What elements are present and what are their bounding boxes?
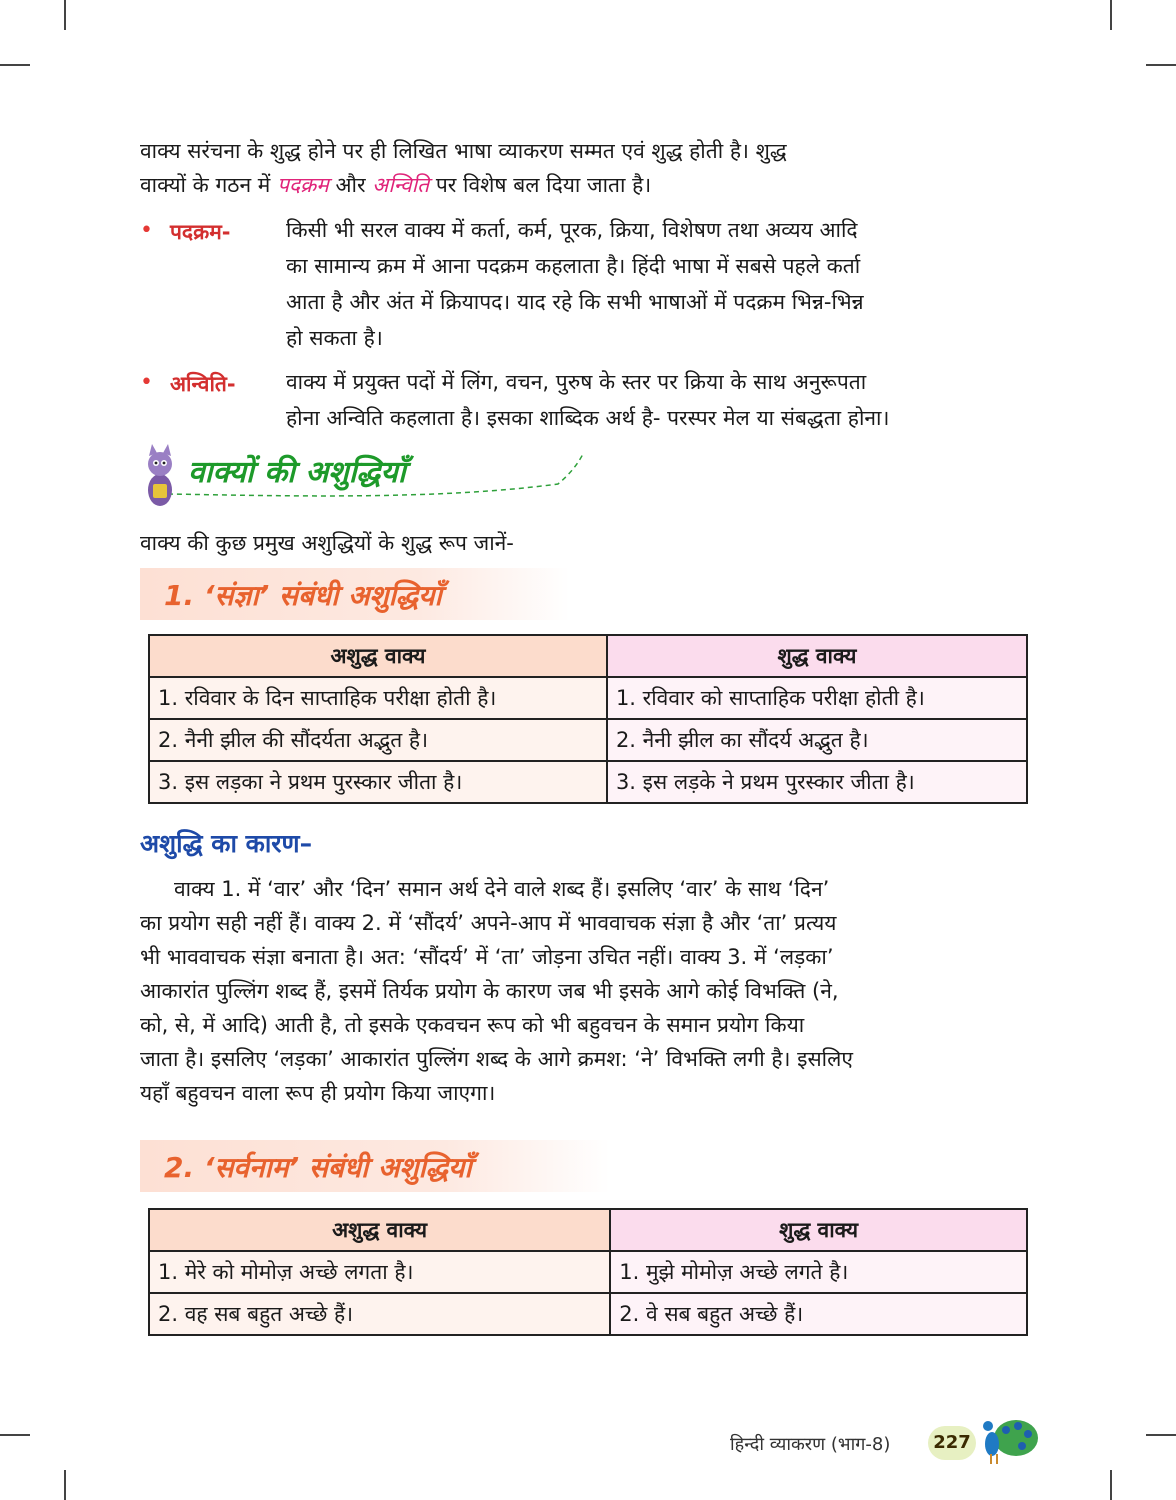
highlight-term-anviti: अन्विति xyxy=(372,173,430,197)
table-cell: 1. मुझे मोमोज़ अच्छे लगते है। xyxy=(610,1251,1027,1293)
section-title: 1. ‘संज्ञा’ संबंधी अशुद्धियाँ xyxy=(164,579,442,612)
bullet-icon: • xyxy=(140,218,153,243)
intro-line-1: वाक्य सरंचना के शुद्ध होने पर ही लिखित भाषा व्याकरण सम्मत एवं शुद्ध होती है। शुद्ध xyxy=(140,139,787,163)
table-cell: 1. मेरे को मोमोज़ अच्छे लगता है। xyxy=(149,1251,610,1293)
column-header: शुद्ध वाक्य xyxy=(607,635,1027,677)
banner-title: वाक्यों की अशुद्धियाँ xyxy=(188,455,406,490)
table-row xyxy=(149,1293,1027,1335)
definition-text: वाक्य में प्रयुक्त पदों में लिंग, वचन, पुरुष के स्तर पर क्रिया के साथ अनुरूपता होना अन्विति कहलाता है। इसका शाब्दिक अर्थ है- परस्पर मेल या संबद्धता होना। xyxy=(286,370,890,430)
highlight-term-padkram: पदक्रम xyxy=(277,173,329,197)
crop-mark xyxy=(64,1470,66,1500)
errors-table-noun xyxy=(148,634,1028,804)
cat-mascot-icon xyxy=(140,444,180,508)
intro-line-2: वाक्यों के गठन में पदक्रम और अन्विति पर विशेष बल दिया जाता है। xyxy=(140,173,652,197)
table-cell: 2. वे सब बहुत अच्छे हैं। xyxy=(610,1293,1027,1335)
peacock-icon xyxy=(976,1406,1040,1466)
section-banner xyxy=(140,1140,610,1192)
table-cell: 2. वह सब बहुत अच्छे हैं। xyxy=(149,1293,610,1335)
table-row xyxy=(149,761,1027,803)
column-header: अशुद्ध वाक्य xyxy=(149,635,607,677)
crop-mark xyxy=(1146,1434,1176,1436)
page-number: 227 xyxy=(928,1426,976,1460)
table-row xyxy=(149,1251,1027,1293)
column-header: शुद्ध वाक्य xyxy=(610,1209,1027,1251)
definition-text: किसी भी सरल वाक्य में कर्ता, कर्म, पूरक, क्रिया, विशेषण तथा अव्यय आदि का सामान्य क्रम में आना पदक्रम कहलाता है। हिंदी भाषा में सबसे पहले कर्ता आता है और अंत में क्रियापद। याद रहे कि सभी भाषाओं में पदक्रम भिन्न-भिन्न हो सकता है। xyxy=(286,218,864,350)
crop-mark xyxy=(64,0,66,30)
book-title: हिन्दी व्याकरण (भाग-8) xyxy=(730,1434,891,1455)
column-header: अशुद्ध वाक्य xyxy=(149,1209,610,1251)
reason-heading: अशुद्धि का कारण– xyxy=(140,829,313,858)
crop-mark xyxy=(1146,64,1176,66)
table-cell: 1. रविवार को साप्ताहिक परीक्षा होती है। xyxy=(607,677,1027,719)
bullet-icon: • xyxy=(140,370,153,395)
table-cell: 2. नैनी झील की सौंदर्यता अद्भुत है। xyxy=(149,719,607,761)
table-cell: 2. नैनी झील का सौंदर्य अद्भुत है। xyxy=(607,719,1027,761)
table-cell: 1. रविवार के दिन साप्ताहिक परीक्षा होती है। xyxy=(149,677,607,719)
crop-mark xyxy=(1110,1470,1112,1500)
reason-paragraph: वाक्य 1. में ‘वार’ और ‘दिन’ समान अर्थ देने वाले शब्द हैं। इसलिए ‘वार’ के साथ ‘दिन’ का प्रयोग सही नहीं हैं। वाक्य 2. में ‘सौंदर्य’ अपने-आप में भाववाचक संज्ञा है और ‘ता’ प्रत्यय भी भाववाचक संज्ञा बनाता है। अत: ‘सौंदर्य’ में ‘ता’ जोड़ना उचित नहीं। वाक्य 3. में ‘लड़का’ आकारांत पुल्लिंग शब्द हैं, इसमें तिर्यक प्रयोग के कारण जब भी इसके आगे कोई विभक्ति (ने, को, से, में आदि) आती है, तो इसके एकवचन रूप को भी बहुवचन के समान प्रयोग किया जाता है। इसलिए ‘लड़का’ आकारांत पुल्लिंग शब्द के आगे क्रमश: ‘ने’ विभक्ति लगी है। इसलिए यहाँ बहुवचन वाला रूप ही प्रयोग किया जाएगा। xyxy=(140,877,853,1105)
errors-table-pronoun xyxy=(148,1208,1028,1336)
table-cell: 3. इस लड़के ने प्रथम पुरस्कार जीता है। xyxy=(607,761,1027,803)
section-banner xyxy=(140,568,570,620)
section-title: 2. ‘सर्वनाम’ संबंधी अशुद्धियाँ xyxy=(164,1151,472,1184)
table-cell: 3. इस लड़का ने प्रथम पुरस्कार जीता है। xyxy=(149,761,607,803)
table-header-row xyxy=(149,1209,1027,1251)
lead-text: वाक्य की कुछ प्रमुख अशुद्धियों के शुद्ध रूप जानें- xyxy=(140,531,514,555)
table-row xyxy=(149,677,1027,719)
crop-mark xyxy=(0,64,30,66)
table-header-row xyxy=(149,635,1027,677)
definition-term: अन्विति- xyxy=(170,372,236,396)
crop-mark xyxy=(0,1434,30,1436)
crop-mark xyxy=(1110,0,1112,30)
table-row xyxy=(149,719,1027,761)
intro-paragraph xyxy=(140,134,1038,202)
definition-term: पदक्रम- xyxy=(170,220,231,244)
